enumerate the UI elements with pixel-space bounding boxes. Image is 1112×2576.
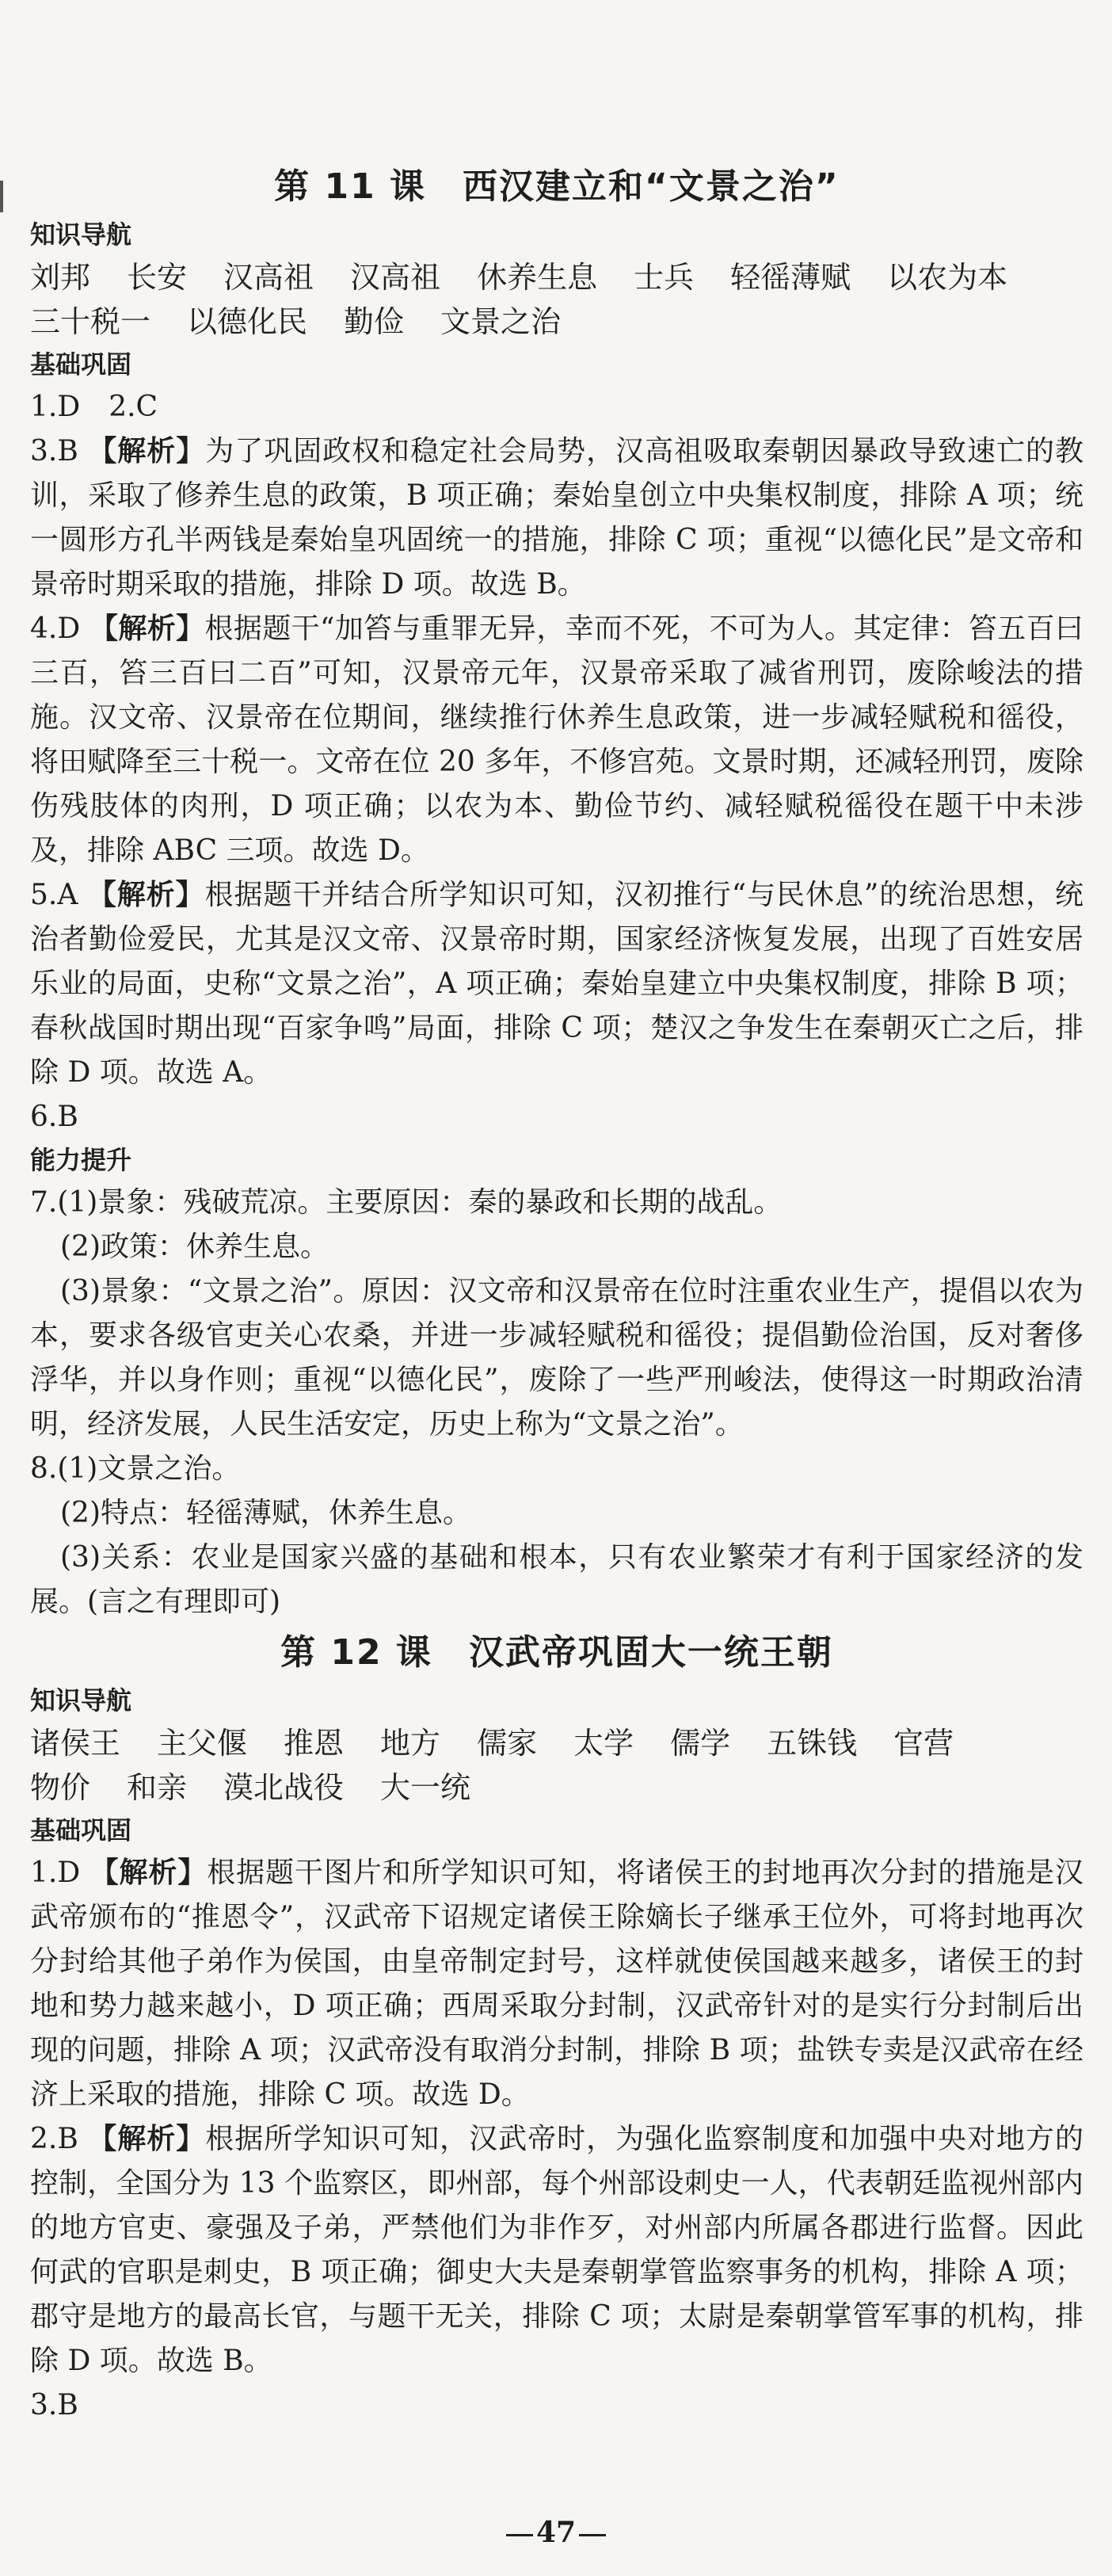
analysis-text: 为了巩固政权和稳定社会局势，汉高祖吸取秦朝因暴政导致速亡的教训，采取了修养生息的政策，B 项正确；秦始皇创立中央集权制度，排除 A 项；统一圆形方孔半两钱是秦始皇巩固统一的措施，排除 C 项；重视“以德化民”是文帝和景帝时期采取的措施，排除 D 项。故选 B。 — [30, 435, 1083, 601]
keyword: 勤俭 — [344, 304, 405, 339]
lesson-12-keywords — [30, 1721, 1083, 1810]
answer-12-3: 3.B — [30, 2389, 78, 2421]
analysis-text: 根据题干“加笞与重罪无异，幸而不死，不可为人。其定律：笞五百曰三百，笞三百曰二百”可知，汉景帝元年，汉景帝采取了减省刑罚，废除峻法的措施。汉文帝、汉景帝在位期间，继续推行休养生息政策，进一步减轻赋税和徭役，将田赋降至三十税一。文帝在位 20 多年，不修宫苑。文景时期，还减轻刑罚，废除伤残肢体的肉刑，D 项正确；以农为本、勤俭节约、减轻赋税徭役在题干中未涉及，排除 ABC 三项。故选 D。 — [30, 613, 1083, 867]
answer-number: 5.A — [30, 879, 88, 911]
keyword: 长安 — [127, 260, 188, 295]
keyword: 物价 — [30, 1770, 91, 1805]
answer-7-part-2: (2)政策：休养生息。 — [60, 1231, 329, 1263]
keyword: 刘邦 — [30, 260, 91, 295]
keyword: 大一统 — [380, 1770, 471, 1805]
answer-number: 1.D — [30, 1857, 90, 1889]
answer-8-part-3 — [30, 1536, 1083, 1624]
answer-8-part-3-text: (3)关系：农业是国家兴盛的基础和根本，只有农业繁荣才有利于国家经济的发展。(言之有理即可) — [30, 1541, 1083, 1618]
lesson-12-guide-heading: 知识导航 — [30, 1685, 132, 1715]
answer-7-part-1: 7.(1)景象：残破荒凉。主要原因：秦的暴政和长期的战乱。 — [30, 1186, 783, 1219]
answer-page — [30, 158, 1083, 2428]
keyword: 诸侯王 — [30, 1726, 121, 1761]
lesson-11-name: 西汉建立和“文景之治” — [463, 166, 840, 207]
keyword: 漠北战役 — [223, 1770, 345, 1805]
lesson-11-keywords — [30, 255, 1083, 344]
answer-12-1 — [30, 1851, 1083, 2117]
lesson-12-number: 第 12 课 — [280, 1632, 432, 1673]
answer-8-part-2: (2)特点：轻徭薄赋，休养生息。 — [60, 1497, 471, 1529]
keyword: 文景之治 — [440, 304, 562, 339]
keyword: 以德化民 — [187, 304, 308, 339]
analysis-tag: 【解析】 — [88, 435, 206, 467]
lesson-11-number: 第 11 课 — [274, 166, 427, 207]
answer-4 — [30, 607, 1083, 873]
lesson-11-title — [30, 163, 1083, 211]
analysis-tag: 【解析】 — [89, 1857, 208, 1889]
answer-number: 4.D — [30, 613, 90, 645]
keyword: 官营 — [893, 1726, 954, 1761]
analysis-text: 根据题干图片和所学知识可知，将诸侯王的封地再次分封的措施是汉武帝颁布的“推恩令”，汉武帝下诏规定诸侯王除嫡长子继承王位外，可将封地再次分封给其他子弟作为侯国，由皇帝制定封号，这样就使侯国越来越多，诸侯王的封地和势力越来越小，D 项正确；西周采取分封制，汉武帝针对的是实行分封制后出现的问题，排除 A 项；汉武帝没有取消分封制，排除 B 项；盐铁专卖是汉武帝在经济上采取的措施，排除 C 项。故选 D。 — [30, 1857, 1083, 2111]
keyword: 五铢钱 — [767, 1726, 858, 1761]
answer-1-2: 1.D 2.C — [30, 391, 158, 423]
page-number-text: 47 — [535, 2516, 577, 2549]
lesson-12-basic-heading: 基础巩固 — [30, 1815, 132, 1845]
page-number — [0, 2516, 1112, 2549]
analysis-text: 根据所学知识可知，汉武帝时，为强化监察制度和加强中央对地方的控制，全国分为 13 个监察区，即州部，每个州部设刺史一人，代表朝廷监视州部内的地方官吏、豪强及子弟，严禁他们为非作歹，对州部内所属各郡进行监督。因此何武的官职是刺史，B 项正确；御史大夫是秦朝掌管监察事务的机构，排除 A 项；郡守是地方的最高长官，与题干无关，排除 C 项；太尉是秦朝掌管军事的机构，排除 D 项。故选 B。 — [30, 2123, 1083, 2377]
keyword: 轻徭薄赋 — [730, 260, 851, 295]
keyword: 汉高祖 — [350, 260, 441, 295]
answer-12-2 — [30, 2117, 1083, 2383]
page-edge-mark — [0, 181, 3, 212]
keyword: 士兵 — [634, 260, 695, 295]
analysis-tag: 【解析】 — [89, 613, 205, 645]
keyword: 儒学 — [670, 1726, 731, 1761]
keyword: 主父偃 — [157, 1726, 248, 1761]
answer-8-part-1: 8.(1)文景之治。 — [30, 1452, 241, 1485]
lesson-12-name: 汉武帝巩固大一统王朝 — [468, 1632, 833, 1673]
lesson-12-title — [30, 1629, 1083, 1677]
analysis-tag: 【解析】 — [88, 2123, 206, 2155]
keyword: 休养生息 — [477, 260, 598, 295]
keyword: 推恩 — [284, 1726, 345, 1761]
keyword: 太学 — [573, 1726, 634, 1761]
answer-number: 2.B — [30, 2123, 89, 2155]
keyword: 汉高祖 — [223, 260, 314, 295]
answer-number: 3.B — [30, 435, 89, 467]
keyword: 儒家 — [477, 1726, 538, 1761]
keyword: 以农为本 — [887, 260, 1008, 295]
lesson-11-guide-heading: 知识导航 — [30, 219, 132, 250]
answer-3 — [30, 429, 1083, 607]
answer-7-part-3-text: (3)景象：“文景之治”。原因：汉文帝和汉景帝在位时注重农业生产，提倡以农为本，要求各级官吏关心农桑，并进一步减轻赋税和徭役；提倡勤俭治国，反对奢侈浮华，并以身作则；重视“以德化民”，废除了一些严刑峻法，使得这一时期政治清明，经济发展，人民生活安定，历史上称为“文景之治”。 — [30, 1275, 1083, 1441]
answer-6: 6.B — [30, 1101, 78, 1133]
keyword: 地方 — [380, 1726, 441, 1761]
analysis-tag: 【解析】 — [87, 879, 205, 911]
answer-5 — [30, 873, 1083, 1095]
lesson-11-basic-heading: 基础巩固 — [30, 349, 132, 380]
keyword: 三十税一 — [30, 304, 151, 339]
keyword: 和亲 — [127, 1770, 188, 1805]
analysis-text: 根据题干并结合所学知识可知，汉初推行“与民休息”的统治思想，统治者勤俭爱民，尤其是汉文帝、汉景帝时期，国家经济恢复发展，出现了百姓安居乐业的局面，史称“文景之治”，A 项正确；秦始皇建立中央集权制度，排除 B 项；春秋战国时期出现“百家争鸣”局面，排除 C 项；楚汉之争发生在秦朝灭亡之后，排除 D 项。故选 A。 — [30, 879, 1083, 1089]
answer-7-part-3 — [30, 1269, 1083, 1447]
lesson-11-ability-heading: 能力提升 — [30, 1145, 132, 1175]
